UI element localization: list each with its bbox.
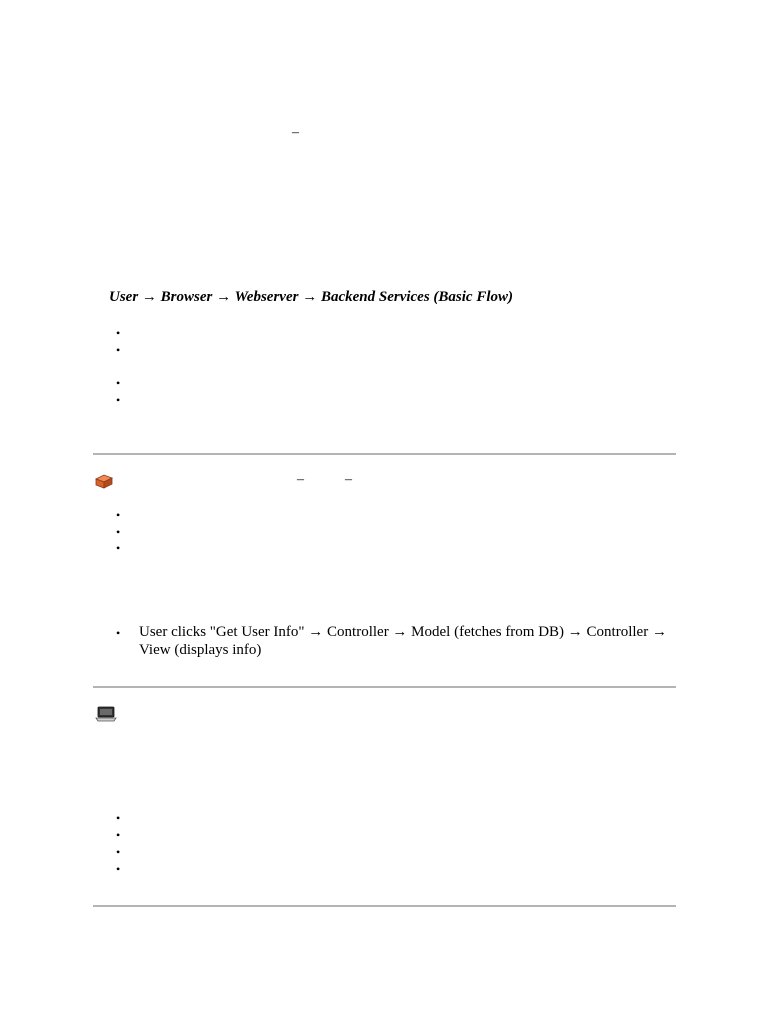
section-divider: [93, 686, 676, 688]
flow-heading: User → Browser → Webserver → Backend Services (Basic Flow): [109, 289, 514, 305]
list-bullet: •: [116, 376, 121, 390]
list-bullet: •: [116, 845, 121, 859]
heading-dash: –: [297, 472, 304, 487]
list-bullet: •: [116, 525, 121, 539]
list-bullet: •: [116, 541, 121, 555]
list-bullet: •: [116, 626, 121, 640]
laptop-icon: [95, 706, 115, 722]
brick-icon: [94, 473, 114, 489]
list-bullet: •: [116, 326, 121, 340]
title-dash: –: [292, 125, 299, 140]
list-bullet: •: [116, 508, 121, 522]
list-bullet: •: [116, 828, 121, 842]
list-bullet: •: [116, 862, 121, 876]
example-flow-item: User clicks "Get User Info" → Controller → Model (fetches from DB) → Controller → View (displays info): [139, 624, 667, 658]
section-divider: [93, 453, 676, 455]
list-bullet: •: [116, 393, 121, 407]
section-divider: [93, 905, 676, 907]
list-bullet: •: [116, 343, 121, 357]
heading-dash: –: [345, 472, 352, 487]
list-bullet: •: [116, 811, 121, 825]
